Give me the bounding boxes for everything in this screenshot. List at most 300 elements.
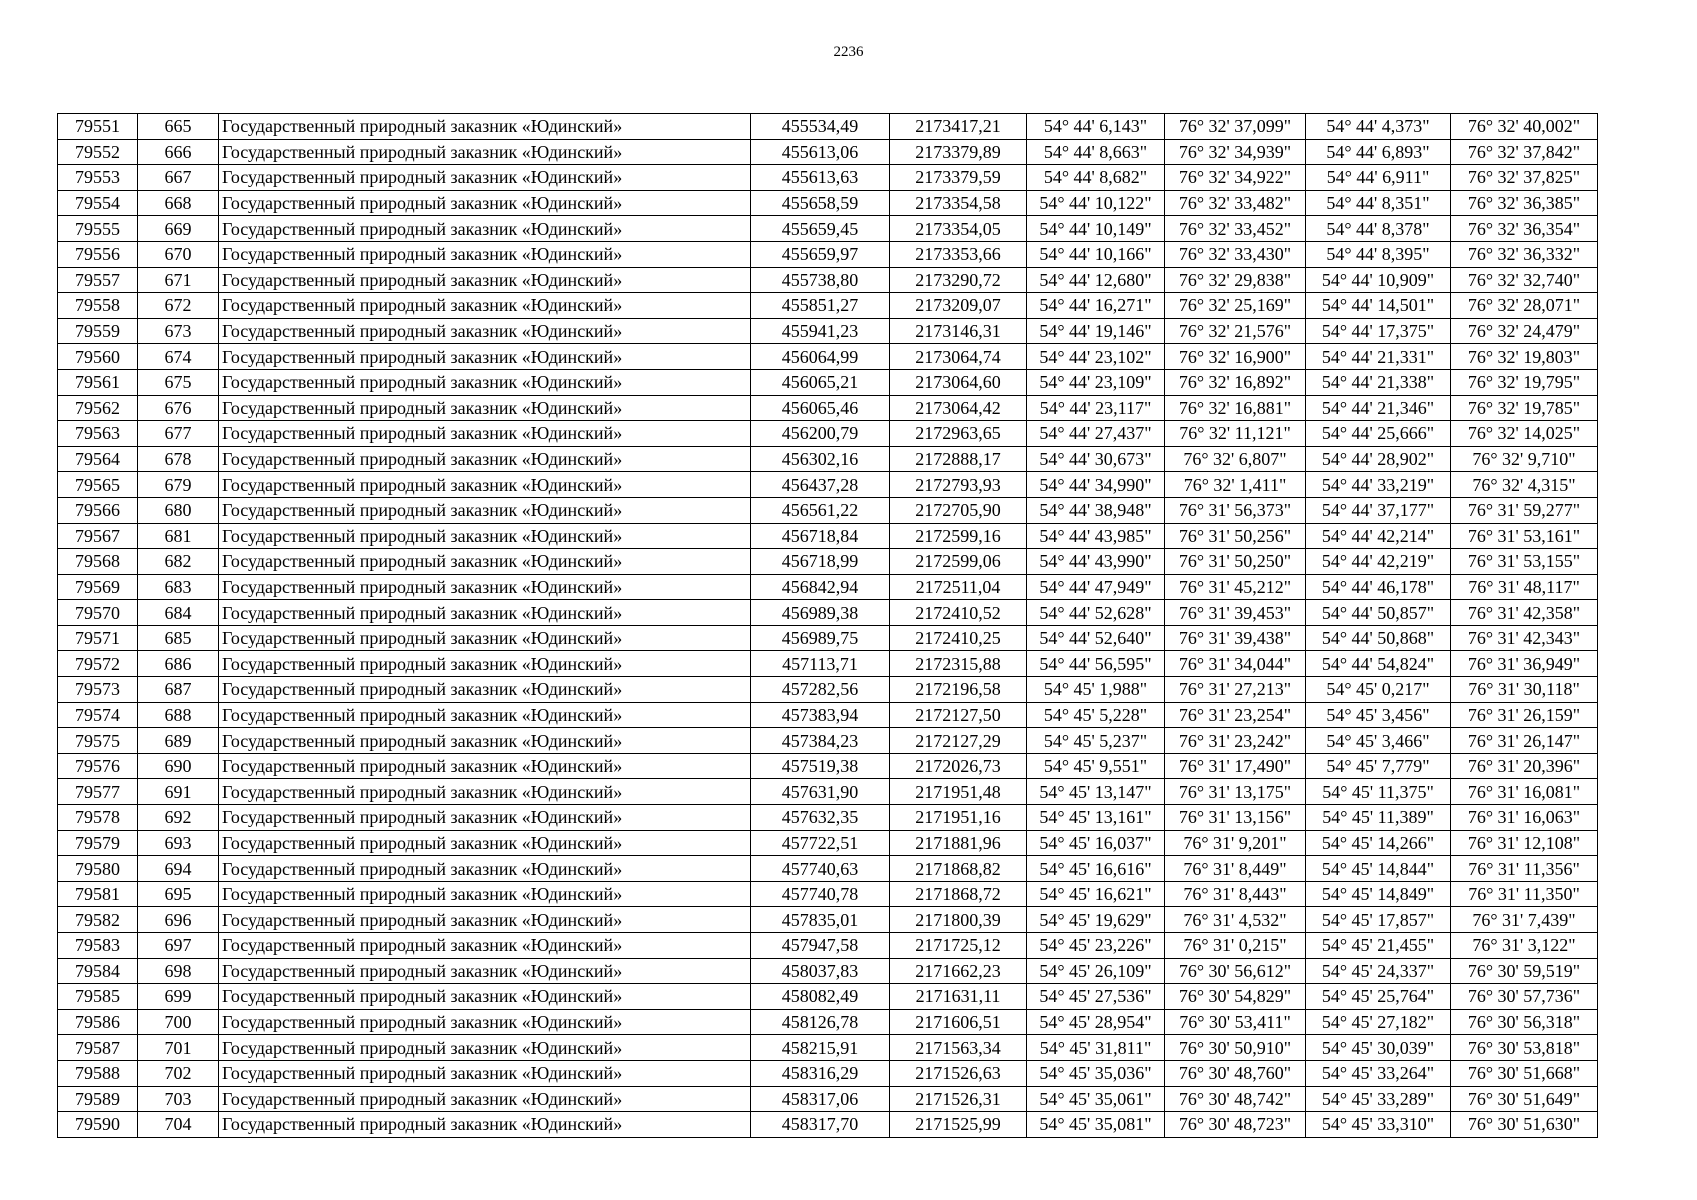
longitude-1-cell: 76° 31' 8,449" bbox=[1165, 856, 1306, 882]
longitude-1-cell: 76° 31' 56,373" bbox=[1165, 497, 1306, 523]
y-coord-cell: 2171951,16 bbox=[890, 805, 1027, 831]
latitude-1-cell: 54° 44' 8,682" bbox=[1027, 165, 1165, 191]
latitude-1-cell: 54° 44' 23,117" bbox=[1027, 395, 1165, 421]
row-id-cell: 79587 bbox=[58, 1035, 138, 1061]
x-coord-cell: 457740,78 bbox=[751, 881, 890, 907]
longitude-2-cell: 76° 30' 51,649" bbox=[1451, 1086, 1598, 1112]
row-id-cell: 79564 bbox=[58, 446, 138, 472]
y-coord-cell: 2172599,06 bbox=[890, 549, 1027, 575]
point-number-cell: 675 bbox=[138, 369, 219, 395]
table-row bbox=[58, 395, 1598, 421]
latitude-2-cell: 54° 44' 4,373" bbox=[1306, 114, 1451, 140]
latitude-2-cell: 54° 44' 25,666" bbox=[1306, 421, 1451, 447]
table-row bbox=[58, 267, 1598, 293]
object-name-cell: Государственный природный заказник «Юдинский» bbox=[219, 216, 751, 242]
row-id-cell: 79590 bbox=[58, 1112, 138, 1138]
row-id-cell: 79569 bbox=[58, 574, 138, 600]
object-name-cell: Государственный природный заказник «Юдинский» bbox=[219, 805, 751, 831]
latitude-1-cell: 54° 45' 19,629" bbox=[1027, 907, 1165, 933]
latitude-2-cell: 54° 45' 30,039" bbox=[1306, 1035, 1451, 1061]
row-id-cell: 79562 bbox=[58, 395, 138, 421]
table-row bbox=[58, 523, 1598, 549]
longitude-2-cell: 76° 30' 56,318" bbox=[1451, 1009, 1598, 1035]
y-coord-cell: 2172963,65 bbox=[890, 421, 1027, 447]
latitude-1-cell: 54° 45' 13,161" bbox=[1027, 805, 1165, 831]
point-number-cell: 678 bbox=[138, 446, 219, 472]
point-number-cell: 703 bbox=[138, 1086, 219, 1112]
row-id-cell: 79572 bbox=[58, 651, 138, 677]
latitude-1-cell: 54° 45' 27,536" bbox=[1027, 984, 1165, 1010]
row-id-cell: 79573 bbox=[58, 677, 138, 703]
object-name-cell: Государственный природный заказник «Юдинский» bbox=[219, 114, 751, 140]
point-number-cell: 702 bbox=[138, 1060, 219, 1086]
x-coord-cell: 455659,45 bbox=[751, 216, 890, 242]
y-coord-cell: 2173064,74 bbox=[890, 344, 1027, 370]
latitude-1-cell: 54° 44' 16,271" bbox=[1027, 293, 1165, 319]
point-number-cell: 672 bbox=[138, 293, 219, 319]
longitude-2-cell: 76° 31' 12,108" bbox=[1451, 830, 1598, 856]
latitude-1-cell: 54° 45' 35,036" bbox=[1027, 1060, 1165, 1086]
x-coord-cell: 455613,06 bbox=[751, 139, 890, 165]
object-name-cell: Государственный природный заказник «Юдинский» bbox=[219, 318, 751, 344]
y-coord-cell: 2171868,82 bbox=[890, 856, 1027, 882]
latitude-1-cell: 54° 44' 43,990" bbox=[1027, 549, 1165, 575]
table-row bbox=[58, 753, 1598, 779]
point-number-cell: 701 bbox=[138, 1035, 219, 1061]
point-number-cell: 666 bbox=[138, 139, 219, 165]
longitude-1-cell: 76° 31' 23,242" bbox=[1165, 728, 1306, 754]
point-number-cell: 698 bbox=[138, 958, 219, 984]
longitude-2-cell: 76° 32' 19,795" bbox=[1451, 369, 1598, 395]
y-coord-cell: 2171563,34 bbox=[890, 1035, 1027, 1061]
longitude-2-cell: 76° 30' 51,630" bbox=[1451, 1112, 1598, 1138]
latitude-1-cell: 54° 44' 56,595" bbox=[1027, 651, 1165, 677]
table-row bbox=[58, 114, 1598, 140]
table-row bbox=[58, 1112, 1598, 1138]
longitude-2-cell: 76° 31' 36,949" bbox=[1451, 651, 1598, 677]
row-id-cell: 79565 bbox=[58, 472, 138, 498]
latitude-2-cell: 54° 45' 33,310" bbox=[1306, 1112, 1451, 1138]
longitude-1-cell: 76° 32' 25,169" bbox=[1165, 293, 1306, 319]
longitude-2-cell: 76° 31' 42,358" bbox=[1451, 600, 1598, 626]
object-name-cell: Государственный природный заказник «Юдинский» bbox=[219, 1112, 751, 1138]
table-row bbox=[58, 984, 1598, 1010]
longitude-1-cell: 76° 30' 48,742" bbox=[1165, 1086, 1306, 1112]
longitude-2-cell: 76° 31' 48,117" bbox=[1451, 574, 1598, 600]
latitude-1-cell: 54° 44' 30,673" bbox=[1027, 446, 1165, 472]
point-number-cell: 690 bbox=[138, 753, 219, 779]
latitude-2-cell: 54° 44' 8,395" bbox=[1306, 241, 1451, 267]
longitude-2-cell: 76° 32' 40,002" bbox=[1451, 114, 1598, 140]
y-coord-cell: 2173354,58 bbox=[890, 190, 1027, 216]
y-coord-cell: 2173353,66 bbox=[890, 241, 1027, 267]
latitude-2-cell: 54° 45' 24,337" bbox=[1306, 958, 1451, 984]
longitude-2-cell: 76° 31' 59,277" bbox=[1451, 497, 1598, 523]
point-number-cell: 683 bbox=[138, 574, 219, 600]
latitude-1-cell: 54° 44' 34,990" bbox=[1027, 472, 1165, 498]
latitude-2-cell: 54° 44' 21,331" bbox=[1306, 344, 1451, 370]
object-name-cell: Государственный природный заказник «Юдинский» bbox=[219, 369, 751, 395]
longitude-1-cell: 76° 31' 39,453" bbox=[1165, 600, 1306, 626]
longitude-1-cell: 76° 31' 23,254" bbox=[1165, 702, 1306, 728]
table-row bbox=[58, 293, 1598, 319]
longitude-1-cell: 76° 32' 11,121" bbox=[1165, 421, 1306, 447]
longitude-1-cell: 76° 31' 9,201" bbox=[1165, 830, 1306, 856]
x-coord-cell: 457519,38 bbox=[751, 753, 890, 779]
latitude-2-cell: 54° 44' 8,378" bbox=[1306, 216, 1451, 242]
row-id-cell: 79560 bbox=[58, 344, 138, 370]
x-coord-cell: 457631,90 bbox=[751, 779, 890, 805]
y-coord-cell: 2172705,90 bbox=[890, 497, 1027, 523]
latitude-1-cell: 54° 44' 27,437" bbox=[1027, 421, 1165, 447]
row-id-cell: 79588 bbox=[58, 1060, 138, 1086]
table-row bbox=[58, 728, 1598, 754]
x-coord-cell: 456302,16 bbox=[751, 446, 890, 472]
y-coord-cell: 2173417,21 bbox=[890, 114, 1027, 140]
object-name-cell: Государственный природный заказник «Юдинский» bbox=[219, 1086, 751, 1112]
y-coord-cell: 2171868,72 bbox=[890, 881, 1027, 907]
latitude-2-cell: 54° 45' 14,266" bbox=[1306, 830, 1451, 856]
object-name-cell: Государственный природный заказник «Юдинский» bbox=[219, 958, 751, 984]
x-coord-cell: 458316,29 bbox=[751, 1060, 890, 1086]
y-coord-cell: 2171606,51 bbox=[890, 1009, 1027, 1035]
longitude-1-cell: 76° 32' 6,807" bbox=[1165, 446, 1306, 472]
object-name-cell: Государственный природный заказник «Юдинский» bbox=[219, 677, 751, 703]
longitude-1-cell: 76° 32' 37,099" bbox=[1165, 114, 1306, 140]
latitude-2-cell: 54° 45' 27,182" bbox=[1306, 1009, 1451, 1035]
longitude-2-cell: 76° 32' 19,785" bbox=[1451, 395, 1598, 421]
latitude-2-cell: 54° 44' 6,911" bbox=[1306, 165, 1451, 191]
page-number: 2236 bbox=[833, 44, 864, 60]
x-coord-cell: 457722,51 bbox=[751, 830, 890, 856]
longitude-1-cell: 76° 31' 27,213" bbox=[1165, 677, 1306, 703]
x-coord-cell: 458215,91 bbox=[751, 1035, 890, 1061]
row-id-cell: 79589 bbox=[58, 1086, 138, 1112]
table-row bbox=[58, 190, 1598, 216]
y-coord-cell: 2172410,25 bbox=[890, 625, 1027, 651]
x-coord-cell: 457632,35 bbox=[751, 805, 890, 831]
table-row bbox=[58, 856, 1598, 882]
latitude-2-cell: 54° 44' 37,177" bbox=[1306, 497, 1451, 523]
longitude-1-cell: 76° 31' 50,250" bbox=[1165, 549, 1306, 575]
latitude-1-cell: 54° 44' 52,640" bbox=[1027, 625, 1165, 651]
row-id-cell: 79558 bbox=[58, 293, 138, 319]
latitude-2-cell: 54° 45' 3,456" bbox=[1306, 702, 1451, 728]
row-id-cell: 79585 bbox=[58, 984, 138, 1010]
object-name-cell: Государственный природный заказник «Юдинский» bbox=[219, 907, 751, 933]
latitude-1-cell: 54° 44' 10,166" bbox=[1027, 241, 1165, 267]
longitude-2-cell: 76° 31' 30,118" bbox=[1451, 677, 1598, 703]
longitude-1-cell: 76° 32' 16,881" bbox=[1165, 395, 1306, 421]
x-coord-cell: 455941,23 bbox=[751, 318, 890, 344]
object-name-cell: Государственный природный заказник «Юдинский» bbox=[219, 933, 751, 959]
table-row bbox=[58, 472, 1598, 498]
row-id-cell: 79584 bbox=[58, 958, 138, 984]
x-coord-cell: 456989,38 bbox=[751, 600, 890, 626]
longitude-2-cell: 76° 30' 53,818" bbox=[1451, 1035, 1598, 1061]
y-coord-cell: 2171526,63 bbox=[890, 1060, 1027, 1086]
y-coord-cell: 2173146,31 bbox=[890, 318, 1027, 344]
y-coord-cell: 2172026,73 bbox=[890, 753, 1027, 779]
latitude-2-cell: 54° 44' 21,346" bbox=[1306, 395, 1451, 421]
latitude-1-cell: 54° 45' 9,551" bbox=[1027, 753, 1165, 779]
x-coord-cell: 455851,27 bbox=[751, 293, 890, 319]
x-coord-cell: 456842,94 bbox=[751, 574, 890, 600]
x-coord-cell: 457113,71 bbox=[751, 651, 890, 677]
latitude-2-cell: 54° 45' 11,375" bbox=[1306, 779, 1451, 805]
longitude-2-cell: 76° 32' 19,803" bbox=[1451, 344, 1598, 370]
object-name-cell: Государственный природный заказник «Юдинский» bbox=[219, 190, 751, 216]
longitude-2-cell: 76° 31' 16,063" bbox=[1451, 805, 1598, 831]
latitude-1-cell: 54° 44' 8,663" bbox=[1027, 139, 1165, 165]
longitude-1-cell: 76° 32' 16,892" bbox=[1165, 369, 1306, 395]
latitude-2-cell: 54° 44' 42,214" bbox=[1306, 523, 1451, 549]
x-coord-cell: 456065,46 bbox=[751, 395, 890, 421]
object-name-cell: Государственный природный заказник «Юдинский» bbox=[219, 395, 751, 421]
object-name-cell: Государственный природный заказник «Юдинский» bbox=[219, 625, 751, 651]
x-coord-cell: 455738,80 bbox=[751, 267, 890, 293]
y-coord-cell: 2172410,52 bbox=[890, 600, 1027, 626]
table-row bbox=[58, 318, 1598, 344]
latitude-2-cell: 54° 44' 17,375" bbox=[1306, 318, 1451, 344]
table-row bbox=[58, 1086, 1598, 1112]
table-row bbox=[58, 1060, 1598, 1086]
y-coord-cell: 2172127,29 bbox=[890, 728, 1027, 754]
y-coord-cell: 2171725,12 bbox=[890, 933, 1027, 959]
longitude-1-cell: 76° 32' 16,900" bbox=[1165, 344, 1306, 370]
longitude-2-cell: 76° 30' 51,668" bbox=[1451, 1060, 1598, 1086]
point-number-cell: 689 bbox=[138, 728, 219, 754]
row-id-cell: 79576 bbox=[58, 753, 138, 779]
latitude-1-cell: 54° 45' 35,081" bbox=[1027, 1112, 1165, 1138]
row-id-cell: 79580 bbox=[58, 856, 138, 882]
row-id-cell: 79563 bbox=[58, 421, 138, 447]
latitude-1-cell: 54° 44' 19,146" bbox=[1027, 318, 1165, 344]
object-name-cell: Государственный природный заказник «Юдинский» bbox=[219, 165, 751, 191]
latitude-2-cell: 54° 45' 25,764" bbox=[1306, 984, 1451, 1010]
longitude-2-cell: 76° 31' 11,350" bbox=[1451, 881, 1598, 907]
latitude-2-cell: 54° 44' 21,338" bbox=[1306, 369, 1451, 395]
x-coord-cell: 457835,01 bbox=[751, 907, 890, 933]
y-coord-cell: 2172127,50 bbox=[890, 702, 1027, 728]
longitude-2-cell: 76° 32' 14,025" bbox=[1451, 421, 1598, 447]
row-id-cell: 79583 bbox=[58, 933, 138, 959]
latitude-2-cell: 54° 44' 10,909" bbox=[1306, 267, 1451, 293]
table-row bbox=[58, 574, 1598, 600]
y-coord-cell: 2171800,39 bbox=[890, 907, 1027, 933]
longitude-2-cell: 76° 31' 53,161" bbox=[1451, 523, 1598, 549]
object-name-cell: Государственный природный заказник «Юдинский» bbox=[219, 241, 751, 267]
x-coord-cell: 458037,83 bbox=[751, 958, 890, 984]
latitude-2-cell: 54° 44' 8,351" bbox=[1306, 190, 1451, 216]
longitude-1-cell: 76° 31' 45,212" bbox=[1165, 574, 1306, 600]
latitude-1-cell: 54° 44' 38,948" bbox=[1027, 497, 1165, 523]
object-name-cell: Государственный природный заказник «Юдинский» bbox=[219, 344, 751, 370]
latitude-1-cell: 54° 45' 35,061" bbox=[1027, 1086, 1165, 1112]
y-coord-cell: 2173209,07 bbox=[890, 293, 1027, 319]
row-id-cell: 79571 bbox=[58, 625, 138, 651]
y-coord-cell: 2171881,96 bbox=[890, 830, 1027, 856]
table-row bbox=[58, 881, 1598, 907]
object-name-cell: Государственный природный заказник «Юдинский» bbox=[219, 293, 751, 319]
x-coord-cell: 456064,99 bbox=[751, 344, 890, 370]
object-name-cell: Государственный природный заказник «Юдинский» bbox=[219, 702, 751, 728]
longitude-1-cell: 76° 31' 0,215" bbox=[1165, 933, 1306, 959]
row-id-cell: 79574 bbox=[58, 702, 138, 728]
longitude-2-cell: 76° 31' 26,159" bbox=[1451, 702, 1598, 728]
table-row bbox=[58, 600, 1598, 626]
x-coord-cell: 456200,79 bbox=[751, 421, 890, 447]
latitude-1-cell: 54° 45' 13,147" bbox=[1027, 779, 1165, 805]
table-row bbox=[58, 1035, 1598, 1061]
latitude-2-cell: 54° 44' 42,219" bbox=[1306, 549, 1451, 575]
table-row bbox=[58, 1009, 1598, 1035]
point-number-cell: 673 bbox=[138, 318, 219, 344]
longitude-2-cell: 76° 32' 36,385" bbox=[1451, 190, 1598, 216]
y-coord-cell: 2172793,93 bbox=[890, 472, 1027, 498]
table-row bbox=[58, 677, 1598, 703]
row-id-cell: 79575 bbox=[58, 728, 138, 754]
latitude-1-cell: 54° 44' 23,102" bbox=[1027, 344, 1165, 370]
longitude-1-cell: 76° 31' 50,256" bbox=[1165, 523, 1306, 549]
y-coord-cell: 2173064,60 bbox=[890, 369, 1027, 395]
longitude-1-cell: 76° 32' 21,576" bbox=[1165, 318, 1306, 344]
y-coord-cell: 2171631,11 bbox=[890, 984, 1027, 1010]
latitude-2-cell: 54° 44' 33,219" bbox=[1306, 472, 1451, 498]
latitude-2-cell: 54° 44' 14,501" bbox=[1306, 293, 1451, 319]
longitude-1-cell: 76° 30' 54,829" bbox=[1165, 984, 1306, 1010]
x-coord-cell: 458317,06 bbox=[751, 1086, 890, 1112]
point-number-cell: 688 bbox=[138, 702, 219, 728]
object-name-cell: Государственный природный заказник «Юдинский» bbox=[219, 830, 751, 856]
point-number-cell: 679 bbox=[138, 472, 219, 498]
latitude-1-cell: 54° 44' 10,149" bbox=[1027, 216, 1165, 242]
latitude-1-cell: 54° 44' 10,122" bbox=[1027, 190, 1165, 216]
longitude-1-cell: 76° 32' 33,430" bbox=[1165, 241, 1306, 267]
latitude-1-cell: 54° 45' 28,954" bbox=[1027, 1009, 1165, 1035]
longitude-2-cell: 76° 32' 32,740" bbox=[1451, 267, 1598, 293]
point-number-cell: 700 bbox=[138, 1009, 219, 1035]
latitude-2-cell: 54° 44' 50,868" bbox=[1306, 625, 1451, 651]
object-name-cell: Государственный природный заказник «Юдинский» bbox=[219, 139, 751, 165]
x-coord-cell: 457384,23 bbox=[751, 728, 890, 754]
row-id-cell: 79555 bbox=[58, 216, 138, 242]
y-coord-cell: 2173064,42 bbox=[890, 395, 1027, 421]
row-id-cell: 79586 bbox=[58, 1009, 138, 1035]
longitude-2-cell: 76° 31' 20,396" bbox=[1451, 753, 1598, 779]
object-name-cell: Государственный природный заказник «Юдинский» bbox=[219, 779, 751, 805]
row-id-cell: 79579 bbox=[58, 830, 138, 856]
row-id-cell: 79578 bbox=[58, 805, 138, 831]
point-number-cell: 697 bbox=[138, 933, 219, 959]
y-coord-cell: 2173354,05 bbox=[890, 216, 1027, 242]
y-coord-cell: 2172511,04 bbox=[890, 574, 1027, 600]
longitude-1-cell: 76° 32' 34,922" bbox=[1165, 165, 1306, 191]
longitude-1-cell: 76° 31' 4,532" bbox=[1165, 907, 1306, 933]
table-row bbox=[58, 446, 1598, 472]
longitude-1-cell: 76° 30' 56,612" bbox=[1165, 958, 1306, 984]
longitude-1-cell: 76° 30' 50,910" bbox=[1165, 1035, 1306, 1061]
object-name-cell: Государственный природный заказник «Юдинский» bbox=[219, 446, 751, 472]
longitude-2-cell: 76° 32' 37,842" bbox=[1451, 139, 1598, 165]
row-id-cell: 79570 bbox=[58, 600, 138, 626]
object-name-cell: Государственный природный заказник «Юдинский» bbox=[219, 984, 751, 1010]
row-id-cell: 79557 bbox=[58, 267, 138, 293]
longitude-2-cell: 76° 32' 24,479" bbox=[1451, 318, 1598, 344]
y-coord-cell: 2173379,89 bbox=[890, 139, 1027, 165]
point-number-cell: 676 bbox=[138, 395, 219, 421]
point-number-cell: 674 bbox=[138, 344, 219, 370]
longitude-1-cell: 76° 31' 17,490" bbox=[1165, 753, 1306, 779]
x-coord-cell: 457947,58 bbox=[751, 933, 890, 959]
table-row bbox=[58, 369, 1598, 395]
latitude-1-cell: 54° 44' 43,985" bbox=[1027, 523, 1165, 549]
point-number-cell: 691 bbox=[138, 779, 219, 805]
latitude-2-cell: 54° 45' 0,217" bbox=[1306, 677, 1451, 703]
coordinates-table bbox=[57, 113, 1598, 1138]
latitude-1-cell: 54° 44' 52,628" bbox=[1027, 600, 1165, 626]
y-coord-cell: 2172315,88 bbox=[890, 651, 1027, 677]
longitude-1-cell: 76° 31' 39,438" bbox=[1165, 625, 1306, 651]
latitude-2-cell: 54° 44' 54,824" bbox=[1306, 651, 1451, 677]
y-coord-cell: 2172599,16 bbox=[890, 523, 1027, 549]
longitude-1-cell: 76° 30' 48,723" bbox=[1165, 1112, 1306, 1138]
row-id-cell: 79552 bbox=[58, 139, 138, 165]
point-number-cell: 668 bbox=[138, 190, 219, 216]
x-coord-cell: 456989,75 bbox=[751, 625, 890, 651]
table-row bbox=[58, 344, 1598, 370]
point-number-cell: 669 bbox=[138, 216, 219, 242]
longitude-2-cell: 76° 32' 36,354" bbox=[1451, 216, 1598, 242]
latitude-1-cell: 54° 45' 31,811" bbox=[1027, 1035, 1165, 1061]
y-coord-cell: 2172196,58 bbox=[890, 677, 1027, 703]
point-number-cell: 699 bbox=[138, 984, 219, 1010]
table-body bbox=[58, 114, 1598, 1138]
longitude-2-cell: 76° 32' 28,071" bbox=[1451, 293, 1598, 319]
row-id-cell: 79554 bbox=[58, 190, 138, 216]
point-number-cell: 693 bbox=[138, 830, 219, 856]
table-row bbox=[58, 549, 1598, 575]
longitude-1-cell: 76° 32' 33,482" bbox=[1165, 190, 1306, 216]
point-number-cell: 682 bbox=[138, 549, 219, 575]
latitude-2-cell: 54° 45' 14,844" bbox=[1306, 856, 1451, 882]
longitude-1-cell: 76° 31' 8,443" bbox=[1165, 881, 1306, 907]
latitude-1-cell: 54° 45' 16,037" bbox=[1027, 830, 1165, 856]
object-name-cell: Государственный природный заказник «Юдинский» bbox=[219, 881, 751, 907]
latitude-2-cell: 54° 45' 3,466" bbox=[1306, 728, 1451, 754]
latitude-2-cell: 54° 45' 7,779" bbox=[1306, 753, 1451, 779]
longitude-1-cell: 76° 31' 13,156" bbox=[1165, 805, 1306, 831]
longitude-2-cell: 76° 31' 26,147" bbox=[1451, 728, 1598, 754]
y-coord-cell: 2173379,59 bbox=[890, 165, 1027, 191]
row-id-cell: 79581 bbox=[58, 881, 138, 907]
y-coord-cell: 2171951,48 bbox=[890, 779, 1027, 805]
longitude-2-cell: 76° 31' 7,439" bbox=[1451, 907, 1598, 933]
x-coord-cell: 455534,49 bbox=[751, 114, 890, 140]
latitude-2-cell: 54° 45' 17,857" bbox=[1306, 907, 1451, 933]
x-coord-cell: 455659,97 bbox=[751, 241, 890, 267]
x-coord-cell: 456718,84 bbox=[751, 523, 890, 549]
latitude-2-cell: 54° 45' 14,849" bbox=[1306, 881, 1451, 907]
object-name-cell: Государственный природный заказник «Юдинский» bbox=[219, 472, 751, 498]
table-row bbox=[58, 165, 1598, 191]
longitude-1-cell: 76° 31' 34,044" bbox=[1165, 651, 1306, 677]
longitude-1-cell: 76° 31' 13,175" bbox=[1165, 779, 1306, 805]
object-name-cell: Государственный природный заказник «Юдинский» bbox=[219, 549, 751, 575]
x-coord-cell: 456718,99 bbox=[751, 549, 890, 575]
x-coord-cell: 458126,78 bbox=[751, 1009, 890, 1035]
point-number-cell: 677 bbox=[138, 421, 219, 447]
